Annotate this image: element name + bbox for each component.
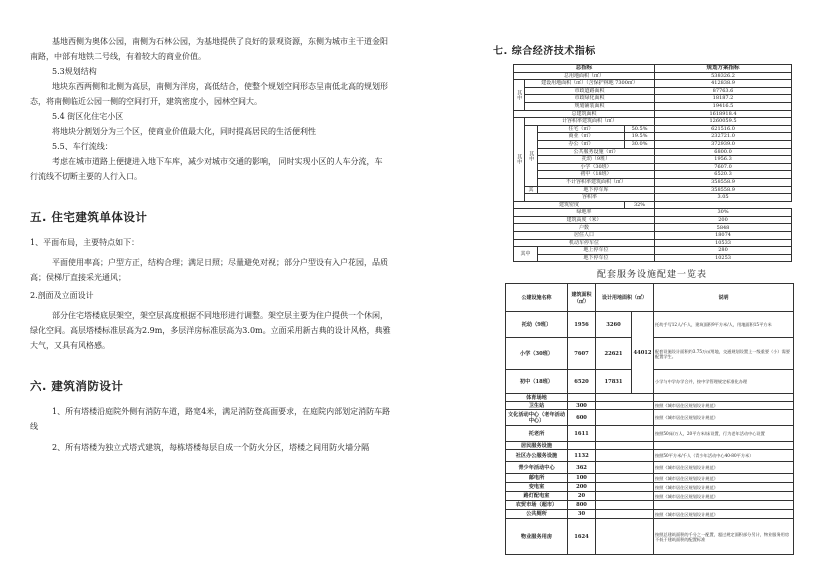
table-row — [514, 87, 792, 95]
subheading: 1、平面布局，主要特点如下： — [30, 238, 140, 247]
table-row — [506, 501, 794, 510]
subheading: 5.4 街区化住宅小区 — [52, 112, 124, 121]
facility-name: 托幼（9班） — [506, 312, 568, 338]
facility-note: 按照《城市居住区规划设计规范》 — [654, 483, 794, 492]
cell-value: 280 — [655, 247, 792, 255]
paragraph: 基地西侧为奥体公园，南侧为石林公园，为基地提供了良好的景观资源，东侧为城市主干道金阳 — [52, 37, 388, 46]
paragraph: 绿化空间。高层塔楼标准层高为2.9m，多层洋房标准层高为3.0m。立面采用新古典的设计风格，典雅 — [30, 326, 391, 335]
cell-value: 18074 — [655, 232, 792, 240]
facility-name: 青少年活动中心 — [506, 462, 568, 474]
table-header-row — [514, 65, 792, 73]
table-row — [506, 394, 794, 402]
cell-label: 容积率 — [525, 194, 655, 202]
table-row — [514, 216, 792, 224]
facility-land — [596, 410, 654, 426]
table-row — [506, 312, 794, 338]
facility-note: 按照50床/万人，20平方米/床设置，行为老年活动中心设置 — [654, 426, 794, 442]
facility-area — [568, 442, 596, 450]
cell-value: 358558.9 — [655, 186, 792, 194]
table-row — [514, 110, 792, 118]
table-row — [506, 483, 794, 492]
column-header: 总指标 — [514, 65, 655, 73]
subheading: 5.5、车行流线： — [52, 142, 113, 151]
paragraph: 平面使用率高；户型方正，结构合理；满足日照；尽量避免对视；部分户型设有入户花园，品质 — [52, 258, 388, 267]
cell-value: 1618918.4 — [655, 110, 792, 118]
facility-note: 按照《城市居住区规划设计规范》 — [654, 474, 794, 483]
facility-name: 卫生站 — [506, 402, 568, 410]
cell-label: 其中 — [525, 125, 538, 186]
facility-note — [654, 501, 794, 510]
paragraph: 线 — [30, 422, 38, 431]
facility-note: 托幼手写12人/千人，建筑面积9平方米/人，用地面积15平方米 — [654, 312, 794, 338]
cell-value: 232721.0 — [655, 133, 792, 141]
cell-label: 建设用地面积（㎡）（含保护林地 7300㎡） — [525, 80, 655, 88]
cell-label: 其中 — [514, 80, 525, 110]
facility-name: 文化活动中心（老年活动中心） — [506, 410, 568, 426]
cell-label: 初中（18班） — [538, 171, 655, 179]
table-row — [506, 462, 794, 474]
table-row — [514, 186, 792, 194]
cell-value: 10253 — [655, 254, 792, 262]
table-row — [514, 171, 792, 179]
table-row — [514, 201, 792, 209]
table-row — [514, 163, 792, 171]
paragraph: 2、所有塔楼为独立式塔式建筑，每栋塔楼每层自成一个防火分区，塔楼之间用防火墙分隔 — [52, 443, 370, 452]
cell-label: 市政绿化面积 — [525, 95, 655, 103]
facility-area: 300 — [568, 402, 596, 410]
table-row — [514, 125, 792, 133]
cell-value: 10533 — [655, 239, 792, 247]
facility-name: 路灯配电室 — [506, 492, 568, 501]
table-row — [514, 239, 792, 247]
facility-name: 体育场地 — [506, 394, 568, 402]
cell-label: 计容积率建筑面积（㎡） — [525, 118, 655, 126]
cell-label: 其中 — [514, 247, 538, 262]
facility-land — [596, 394, 654, 402]
cell-label: 住宅（㎡） — [538, 125, 625, 133]
cell-label: 地下停车位 — [538, 254, 655, 262]
paragraph: 部分住宅塔楼底层架空，架空层高度根据不同地形进行调整。架空层主要为住户提供一个休闲， — [52, 311, 388, 320]
paragraph: 态，将南侧临近公园一侧的空间打开，建筑密度小，园林空间大。 — [30, 97, 262, 106]
table-row — [514, 118, 792, 126]
table-row — [506, 410, 794, 426]
cell-label: 机动车停车位 — [514, 239, 655, 247]
facility-area: 800 — [568, 501, 596, 510]
facility-name: 初中（18班） — [506, 370, 568, 394]
column-header: 规划方案指标 — [655, 65, 792, 73]
facility-note: 小学与中学办学合并，按中学管理规定标准化办理 — [654, 370, 794, 394]
table-row — [514, 178, 792, 186]
table-row — [514, 254, 792, 262]
table-row — [506, 426, 794, 442]
facility-note: 按照总建筑面积的千分之一配置，超过规定面积部分另计，物业服务用房不低于建筑面积的配置标准 — [654, 519, 794, 555]
facility-note: 按照《城市居住区规划设计规范》 — [654, 510, 794, 519]
table-row — [514, 247, 792, 255]
column-header: 说明 — [654, 284, 794, 312]
cell-value: 372939.0 — [655, 140, 792, 148]
cell-value: 200 — [655, 216, 792, 224]
cell-label: 不计容积率建筑面积（㎡） — [538, 178, 655, 186]
left-column — [30, 34, 425, 455]
cell-label: 地下停车库 — [538, 186, 655, 194]
table-header-row — [506, 284, 794, 312]
paragraph: 1、所有塔楼沿庭院外侧有消防车道，路宽4米，满足消防登高面要求，在庭院内部划定消防车路 — [52, 407, 391, 416]
cell-label: 建筑密度 — [514, 201, 625, 209]
facility-area: 1611 — [568, 426, 596, 442]
cell-value: 3.05 — [655, 194, 792, 202]
facility-area: 20 — [568, 492, 596, 501]
facility-area: 1132 — [568, 450, 596, 462]
table-row — [514, 80, 792, 88]
facility-land — [596, 492, 654, 501]
table-row — [506, 510, 794, 519]
facility-land — [596, 402, 654, 410]
column-header: 公建设施名称 — [506, 284, 568, 312]
facility-land — [596, 474, 654, 483]
paragraph: 大气，又具有风格感。 — [30, 341, 110, 350]
cell-label: 市政道路面积 — [525, 87, 655, 95]
facility-area: 1956 — [568, 312, 596, 338]
facility-note: 按照《城市居住区规划设计规范》 — [654, 402, 794, 410]
facility-area: 100 — [568, 474, 596, 483]
paragraph: 南路，中部有地铁二号线，有着较大的商业价值。 — [30, 52, 206, 61]
facility-land: 17831 — [596, 370, 632, 394]
cell-value: 32% — [625, 201, 655, 209]
cell-label: 小学（30班） — [538, 163, 655, 171]
cell-value: 7607.0 — [655, 163, 792, 171]
table-row — [506, 450, 794, 462]
cell-value: 538326.2 — [655, 72, 792, 80]
cell-label: 建筑高度（米） — [514, 216, 655, 224]
cell-label: 公共服务设施（㎡） — [538, 148, 655, 156]
table-row — [506, 442, 794, 450]
facility-name: 变电室 — [506, 483, 568, 492]
cell-value: 19.5% — [625, 133, 655, 141]
facility-name: 托老所 — [506, 426, 568, 442]
table-row — [514, 148, 792, 156]
cell-label: 托幼（9班） — [538, 156, 655, 164]
facility-note — [654, 394, 794, 402]
facility-land — [596, 462, 654, 474]
table-row — [514, 156, 792, 164]
table-caption: 配套服务设施配建一览表 — [596, 270, 707, 281]
table-row — [506, 492, 794, 501]
facility-name: 公共厕所 — [506, 510, 568, 519]
facility-area: 1624 — [568, 519, 596, 555]
facility-note: 按照《城市居住区规划设计规范》 — [654, 462, 794, 474]
facilities-table — [505, 283, 794, 555]
facility-area — [568, 394, 596, 402]
cell-label: 地上停车位 — [538, 247, 655, 255]
table-row — [514, 102, 792, 110]
table-row — [514, 224, 792, 232]
cell-value: 50.5% — [625, 125, 655, 133]
facility-land — [596, 426, 654, 442]
facility-land-total: 44012 — [632, 312, 654, 394]
facility-land — [596, 442, 654, 450]
facility-land — [596, 483, 654, 492]
table-row — [514, 72, 792, 80]
table-row — [506, 519, 794, 555]
facility-name: 小学（30班） — [506, 338, 568, 370]
table-row — [514, 194, 792, 202]
table-row — [506, 402, 794, 410]
cell-value: 5848 — [655, 224, 792, 232]
facility-name: 邮电所 — [506, 474, 568, 483]
facility-note — [654, 442, 794, 450]
subheading: 2.剖面及立面设计 — [30, 291, 94, 300]
facility-name: 农贸市场（超市） — [506, 501, 568, 510]
cell-value: 358558.9 — [655, 178, 792, 186]
cell-value: 412838.9 — [655, 80, 792, 88]
paragraph: 行流线不切断主要的人行入口。 — [30, 172, 142, 181]
table-row — [514, 133, 792, 141]
paragraph: 将地块分割划分为三个区，使商业价值最大化，同时提高居民的生活便利性 — [52, 127, 316, 136]
facility-note: 按照50平方米/千人（青少年活动中心40-80平方米） — [654, 450, 794, 462]
facility-land — [596, 450, 654, 462]
section-heading: 五. 住宅建筑单体设计 — [30, 210, 148, 224]
section-heading: 六. 建筑消防设计 — [30, 379, 124, 393]
table-row — [514, 209, 792, 217]
economic-indicators-table — [513, 64, 792, 262]
cell-value: 87763.6 — [655, 87, 792, 95]
facility-land: 3260 — [596, 312, 632, 338]
cell-value: 30% — [655, 209, 792, 217]
cell-value: 30.0% — [625, 140, 655, 148]
facility-name: 居民服务设施 — [506, 442, 568, 450]
table-row — [514, 232, 792, 240]
facility-name: 社区办公服务设施 — [506, 450, 568, 462]
cell-label: 总建筑面积 — [514, 110, 655, 118]
facility-note: 按照《城市居住区规划设计规范》 — [654, 492, 794, 501]
facility-land — [596, 519, 654, 555]
facility-land: 22621 — [596, 338, 632, 370]
right-column — [493, 42, 793, 555]
facility-land — [596, 510, 654, 519]
section-heading: 七. 综合经济技术指标 — [493, 46, 596, 57]
facility-area: 30 — [568, 510, 596, 519]
facility-area: 200 — [568, 483, 596, 492]
paragraph: 高；侯梯厅直接采光通风； — [30, 273, 126, 282]
subheading: 5.3规划结构 — [52, 67, 97, 76]
cell-value: 1956.3 — [655, 156, 792, 164]
paragraph: 考虑在城市道路上便捷进入地下车库，减少对城市交通的影响， 同时实现小区的人车分流，车 — [52, 157, 383, 166]
cell-label: 绿地率 — [514, 209, 655, 217]
column-header: 设计用地面积（㎡） — [596, 284, 654, 312]
cell-label: 办公（㎡） — [538, 140, 625, 148]
facility-area: 600 — [568, 410, 596, 426]
facility-land — [596, 501, 654, 510]
table-row — [506, 474, 794, 483]
table-row — [514, 95, 792, 103]
facility-area: 7607 — [568, 338, 596, 370]
cell-label: 其 — [525, 186, 538, 194]
facility-note: 按照《城市居住区规划设计规范》 — [654, 410, 794, 426]
cell-value: 18187.2 — [655, 95, 792, 103]
facility-name: 物业服务用房 — [506, 519, 568, 555]
facility-area: 6520 — [568, 370, 596, 394]
column-header: 建筑面积（㎡） — [568, 284, 596, 312]
table-row — [514, 140, 792, 148]
cell-label: 商业（㎡） — [538, 133, 625, 141]
cell-value: 1260059.5 — [655, 118, 792, 126]
cell-value: 621516.0 — [655, 125, 792, 133]
cell-label: 户数 — [514, 224, 655, 232]
cell-value: 19416.5 — [655, 102, 792, 110]
paragraph: 地块东西两侧和北侧为高层，南侧为洋房，高低结合，使整个规划空间形态呈南低北高的规划形 — [52, 82, 388, 91]
cell-label: 总用地面积（㎡） — [514, 72, 655, 80]
cell-value: 6520.3 — [655, 171, 792, 179]
cell-label: 其中 — [514, 118, 525, 202]
cell-value: 6800.0 — [655, 148, 792, 156]
cell-label: 居住人口 — [514, 232, 655, 240]
cell-label: 规划铺装面积 — [525, 102, 655, 110]
facility-area: 362 — [568, 462, 596, 474]
facility-note: 配套设施设计面积约3.75万㎡用地，交通规划设置上一级重要（小）需要配置学生。 — [654, 338, 794, 370]
